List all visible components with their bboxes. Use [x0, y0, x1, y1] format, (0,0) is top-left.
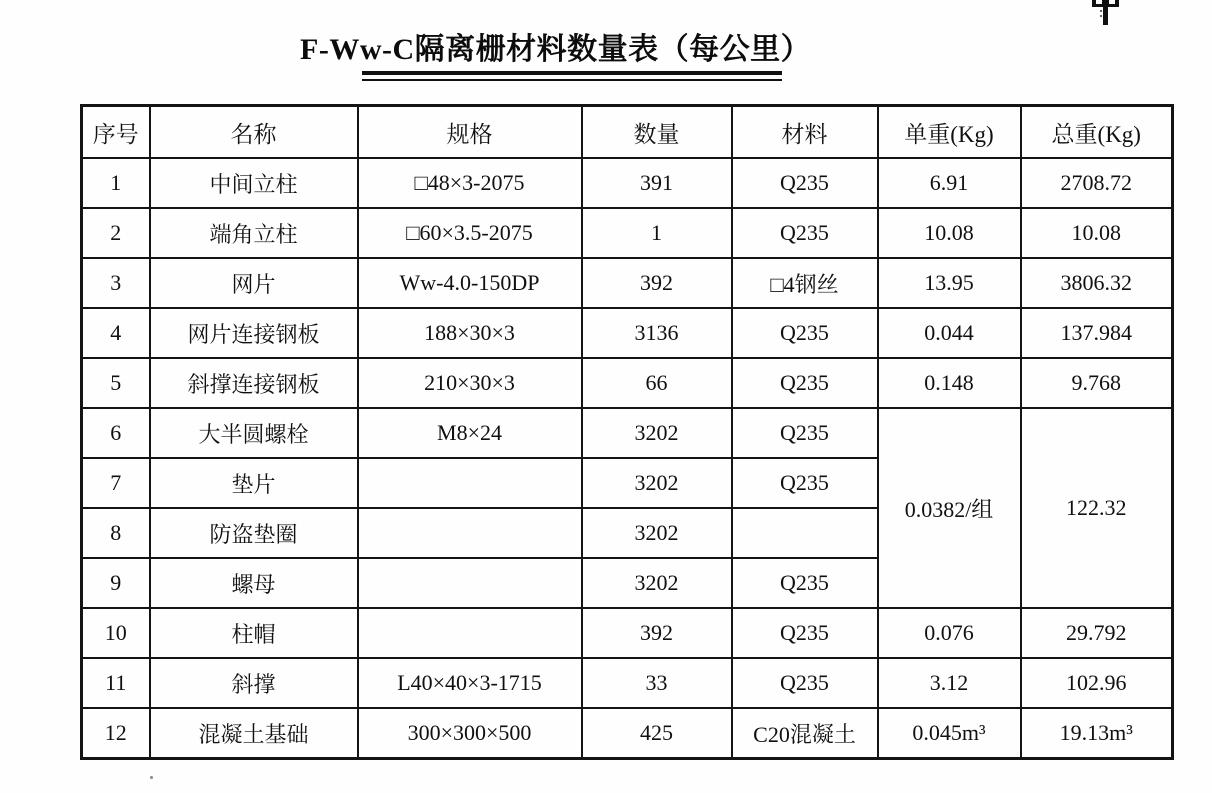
col-header-spec: 规格 [358, 106, 582, 159]
cell-spec: L40×40×3-1715 [358, 658, 582, 708]
cell-name: 斜撑 [150, 658, 358, 708]
cell-spec [358, 458, 582, 508]
table-header-row [82, 106, 1173, 159]
cell-total: 29.792 [1021, 608, 1173, 658]
cell-no: 12 [82, 708, 150, 759]
page-title: F-Ww-C隔离栅材料数量表（每公里） [300, 33, 812, 66]
cell-total: 9.768 [1021, 358, 1173, 408]
cell-spec: M8×24 [358, 408, 582, 458]
cell-qty: 392 [582, 608, 732, 658]
cell-material: Q235 [732, 558, 878, 608]
col-header-serial: 序号 [82, 106, 150, 159]
cell-name: 大半圆螺栓 [150, 408, 358, 458]
cell-name: 混凝土基础 [150, 708, 358, 759]
cell-qty: 1 [582, 208, 732, 258]
table-row [82, 608, 1173, 658]
col-header-material: 材料 [732, 106, 878, 159]
cell-unit: 13.95 [878, 258, 1021, 308]
cell-qty: 3202 [582, 558, 732, 608]
cell-no: 2 [82, 208, 150, 258]
cell-qty: 3202 [582, 508, 732, 558]
cell-name: 垫片 [150, 458, 358, 508]
cell-total: 10.08 [1021, 208, 1173, 258]
cell-qty: 3202 [582, 458, 732, 508]
cell-total: 19.13m³ [1021, 708, 1173, 759]
cell-material: C20混凝土 [732, 708, 878, 759]
col-header-total-weight: 总重(Kg) [1021, 106, 1173, 159]
cell-material: Q235 [732, 608, 878, 658]
cell-name: 网片连接钢板 [150, 308, 358, 358]
cell-no: 5 [82, 358, 150, 408]
cell-no: 9 [82, 558, 150, 608]
cell-no: 4 [82, 308, 150, 358]
cell-material: □4钢丝 [732, 258, 878, 308]
cell-name: 斜撑连接钢板 [150, 358, 358, 408]
cell-material: Q235 [732, 458, 878, 508]
cell-unit: 3.12 [878, 658, 1021, 708]
cell-qty: 391 [582, 158, 732, 208]
cell-qty: 392 [582, 258, 732, 308]
cell-material [732, 508, 878, 558]
cell-qty: 66 [582, 358, 732, 408]
cell-unit-merged: 0.0382/组 [878, 408, 1021, 608]
cell-spec: Ww-4.0-150DP [358, 258, 582, 308]
fence-post-marker-icon [1088, 0, 1124, 30]
cell-material: Q235 [732, 208, 878, 258]
cell-unit: 0.148 [878, 358, 1021, 408]
cell-total: 102.96 [1021, 658, 1173, 708]
cell-material: Q235 [732, 358, 878, 408]
document-title-block [300, 24, 812, 81]
cell-total-merged: 122.32 [1021, 408, 1173, 608]
col-header-quantity: 数量 [582, 106, 732, 159]
table-row [82, 158, 1173, 208]
cell-spec: 300×300×500 [358, 708, 582, 759]
cell-spec: □60×3.5-2075 [358, 208, 582, 258]
cell-unit: 0.045m³ [878, 708, 1021, 759]
table-row [82, 408, 1173, 458]
cell-name: 柱帽 [150, 608, 358, 658]
scan-artifact-dot [150, 776, 153, 779]
cell-no: 11 [82, 658, 150, 708]
cell-name: 螺母 [150, 558, 358, 608]
cell-no: 10 [82, 608, 150, 658]
cell-total: 3806.32 [1021, 258, 1173, 308]
cell-material: Q235 [732, 408, 878, 458]
cell-spec [358, 558, 582, 608]
cell-no: 1 [82, 158, 150, 208]
cell-spec: 188×30×3 [358, 308, 582, 358]
cell-name: 端角立柱 [150, 208, 358, 258]
materials-table [80, 104, 1174, 760]
col-header-unit-weight: 单重(Kg) [878, 106, 1021, 159]
col-header-name: 名称 [150, 106, 358, 159]
table-row [82, 308, 1173, 358]
cell-material: Q235 [732, 658, 878, 708]
cell-qty: 3136 [582, 308, 732, 358]
cell-unit: 6.91 [878, 158, 1021, 208]
cell-total: 137.984 [1021, 308, 1173, 358]
cell-spec: □48×3-2075 [358, 158, 582, 208]
cell-no: 6 [82, 408, 150, 458]
cell-no: 7 [82, 458, 150, 508]
table-row [82, 708, 1173, 759]
table-row [82, 358, 1173, 408]
cell-unit: 10.08 [878, 208, 1021, 258]
table-row [82, 658, 1173, 708]
cell-total: 2708.72 [1021, 158, 1173, 208]
cell-name: 防盗垫圈 [150, 508, 358, 558]
cell-qty: 425 [582, 708, 732, 759]
cell-name: 中间立柱 [150, 158, 358, 208]
cell-spec [358, 508, 582, 558]
cell-name: 网片 [150, 258, 358, 308]
cell-unit: 0.044 [878, 308, 1021, 358]
cell-material: Q235 [732, 308, 878, 358]
title-underline [362, 71, 782, 81]
table-row [82, 208, 1173, 258]
cell-no: 8 [82, 508, 150, 558]
cell-qty: 33 [582, 658, 732, 708]
cell-material: Q235 [732, 158, 878, 208]
table-row [82, 258, 1173, 308]
cell-unit: 0.076 [878, 608, 1021, 658]
cell-qty: 3202 [582, 408, 732, 458]
cell-spec: 210×30×3 [358, 358, 582, 408]
cell-no: 3 [82, 258, 150, 308]
cell-spec [358, 608, 582, 658]
